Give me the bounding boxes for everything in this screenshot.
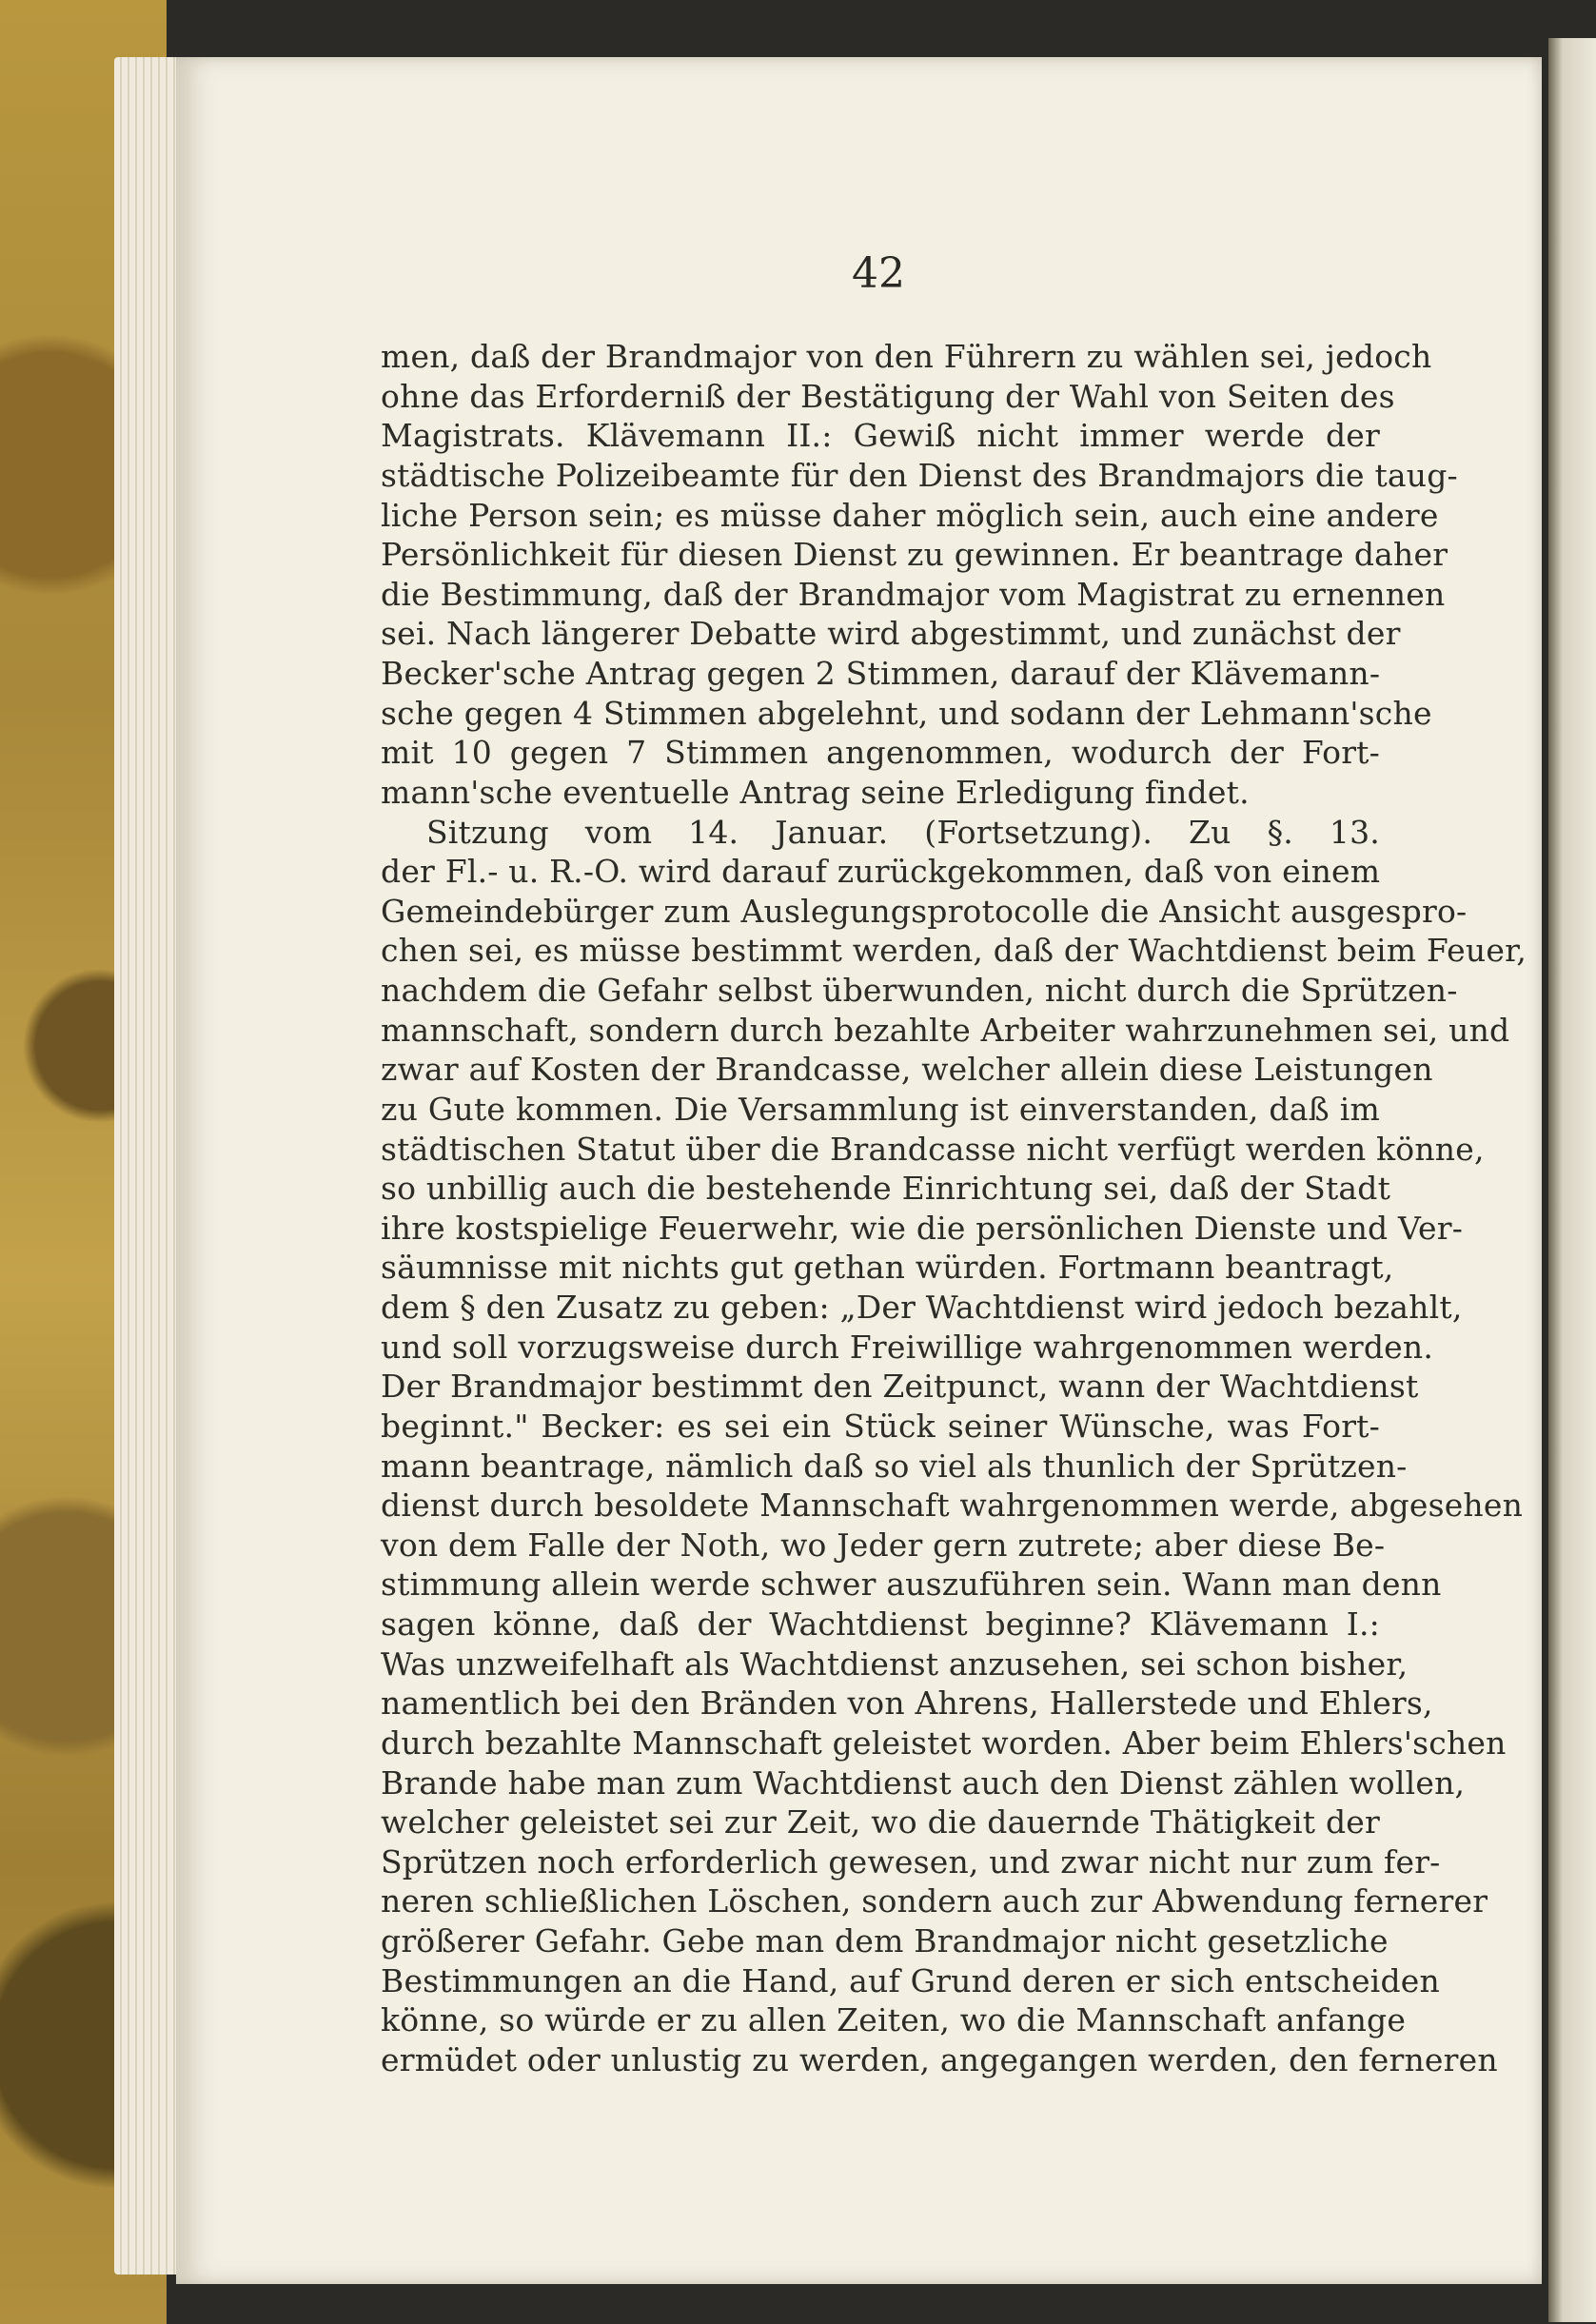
text-line: die Bestimmung, daß der Brandmajor vom Magistrat zu ernennen: [381, 575, 1446, 613]
text-line: ohne das Erforderniß der Bestätigung der Wahl von Seiten des: [381, 377, 1395, 415]
text-line: Bestimmungen an die Hand, auf Grund deren er sich entscheiden: [381, 1961, 1440, 1999]
text-line: mit 10 gegen 7 Stimmen angenommen, wodurch der Fort-: [381, 734, 1380, 772]
opposite-page-edge: [1548, 38, 1596, 2322]
text-line: Gemeindebürger zum Auslegungsprotocolle die Ansicht ausgespro-: [381, 892, 1468, 930]
text-line: ermüdet oder unlustig zu werden, angegangen werden, den ferneren: [381, 2040, 1498, 2078]
text-line: welcher geleistet sei zur Zeit, wo die dauernde Thätigkeit der: [381, 1803, 1380, 1841]
text-line: städtischen Statut über die Brandcasse nicht verfügt werden könne,: [381, 1130, 1485, 1168]
text-line: neren schließlichen Löschen, sondern auch zur Abwendung fernerer: [381, 1882, 1488, 1920]
text-line: größerer Gefahr. Gebe man dem Brandmajor nicht gesetzliche: [381, 1922, 1389, 1960]
text-line: Brande habe man zum Wachtdienst auch den Dienst zählen wollen,: [381, 1763, 1466, 1802]
text-line: Was unzweifelhaft als Wachtdienst anzusehen, sei schon bisher,: [381, 1645, 1409, 1683]
text-line: zu Gute kommen. Die Versammlung ist einverstanden, daß im: [381, 1090, 1380, 1128]
text-line: durch bezahlte Mannschaft geleistet worden. Aber beim Ehlers'schen: [381, 1723, 1507, 1762]
text-line: chen sei, es müsse bestimmt werden, daß der Wachtdienst beim Feuer,: [381, 932, 1527, 970]
text-line: städtische Polizeibeamte für den Dienst des Brandmajors die taug-: [381, 456, 1458, 494]
text-line: mannschaft, sondern durch bezahlte Arbeiter wahrzunehmen sei, und: [381, 1011, 1510, 1049]
text-line: sei. Nach längerer Debatte wird abgestimmt, und zunächst der: [381, 615, 1401, 653]
text-line: säumnisse mit nichts gut gethan würden. Fortmann beantragt,: [381, 1249, 1394, 1287]
body-text: [381, 338, 1527, 2079]
text-line: Sitzung vom 14. Januar. (Fortsetzung). Zu §. 13.: [426, 813, 1380, 851]
text-line: Magistrats. Klävemann II.: Gewiß nicht immer werde der: [381, 417, 1380, 455]
text-line: so unbillig auch die bestehende Einrichtung sei, daß der Stadt: [381, 1170, 1391, 1208]
text-line: sagen könne, daß der Wachtdienst beginne? Klävemann I.:: [381, 1605, 1380, 1643]
text-line: könne, so würde er zu allen Zeiten, wo die Mannschaft anfange: [381, 2001, 1407, 2039]
text-line: mann'sche eventuelle Antrag seine Erledigung findet.: [381, 773, 1250, 811]
text-line: Der Brandmajor bestimmt den Zeitpunct, wann der Wachtdienst: [381, 1368, 1419, 1406]
text-line: Sprützen noch erforderlich gewesen, und zwar nicht nur zum fer-: [381, 1842, 1441, 1881]
text-line: sche gegen 4 Stimmen abgelehnt, und sodann der Lehmann'sche: [381, 694, 1432, 732]
text-line: dem § den Zusatz zu geben: „Der Wachtdienst wird jedoch bezahlt,: [381, 1289, 1463, 1326]
text-line: dienst durch besoldete Mannschaft wahrgenommen werde, abgesehen: [381, 1487, 1524, 1525]
text-line: nachdem die Gefahr selbst überwunden, nicht durch die Sprützen-: [381, 972, 1458, 1009]
text-line: namentlich bei den Bränden von Ahrens, Hallerstede und Ehlers,: [381, 1684, 1433, 1723]
text-line: Becker'sche Antrag gegen 2 Stimmen, darauf der Klävemann-: [381, 655, 1381, 692]
page-stack-edge: [114, 57, 181, 2275]
text-line: von dem Falle der Noth, wo Jeder gern zutrete; aber diese Be-: [381, 1526, 1386, 1564]
text-line: der Fl.- u. R.-O. wird darauf zurückgekommen, daß von einem: [381, 853, 1381, 891]
text-line: liche Person sein; es müsse daher möglich sein, auch eine andere: [381, 496, 1439, 534]
text-line: und soll vorzugsweise durch Freiwillige wahrgenommen werden.: [381, 1328, 1434, 1366]
page-number: 42: [852, 249, 905, 298]
text-line: ihre kostspielige Feuerwehr, wie die persönlichen Dienste und Ver-: [381, 1209, 1464, 1247]
text-line: stimmung allein werde schwer auszuführen sein. Wann man denn: [381, 1566, 1442, 1604]
text-line: mann beantrage, nämlich daß so viel als thunlich der Sprützen-: [381, 1447, 1408, 1485]
text-line: beginnt." Becker: es sei ein Stück seiner Wünsche, was Fort-: [381, 1407, 1380, 1445]
text-line: Persönlichkeit für diesen Dienst zu gewinnen. Er beantrage daher: [381, 536, 1448, 574]
text-line: zwar auf Kosten der Brandcasse, welcher allein diese Leistungen: [381, 1051, 1433, 1089]
text-line: men, daß der Brandmajor von den Führern zu wählen sei, jedoch: [381, 338, 1432, 375]
